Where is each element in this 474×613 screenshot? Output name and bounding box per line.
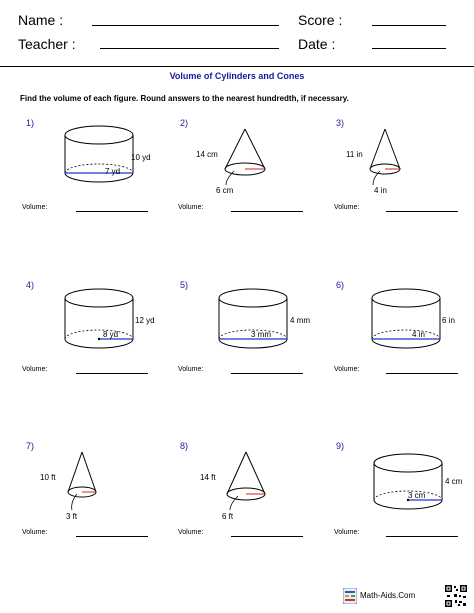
problem-5-answer-field[interactable]	[231, 373, 303, 374]
problem-9-number: 9)	[336, 441, 345, 451]
problem-8-number: 8)	[180, 441, 189, 451]
problem-7-number: 7)	[26, 441, 35, 451]
problem-3-height: 11 in	[346, 150, 363, 159]
problem-3-answer-field[interactable]	[386, 211, 458, 212]
worksheet-title: Volume of Cylinders and Cones	[169, 71, 305, 81]
problem-6-volume-label: Volume:	[334, 366, 360, 373]
problem-1-radius: 7 yd	[105, 167, 121, 176]
qr-code-icon	[444, 584, 468, 608]
problem-1-volume-label: Volume:	[22, 204, 48, 211]
problem-3-number: 3)	[336, 118, 345, 128]
problem-6-height: 6 in	[442, 316, 455, 325]
name-label: Name :	[18, 12, 64, 28]
problem-8-cone	[196, 448, 286, 522]
problem-8-answer-field[interactable]	[231, 536, 303, 537]
problem-6-cylinder	[358, 283, 468, 355]
problem-4-height: 12 yd	[135, 316, 155, 325]
date-label: Date :	[298, 36, 336, 52]
date-field[interactable]	[372, 48, 446, 49]
problem-2-volume-label: Volume:	[178, 204, 204, 211]
problem-9-volume-label: Volume:	[334, 529, 360, 536]
problem-5-height: 4 mm	[290, 316, 310, 325]
problem-6-answer-field[interactable]	[386, 373, 458, 374]
score-field[interactable]	[372, 25, 446, 26]
problem-5-number: 5)	[180, 280, 189, 290]
problem-4-volume-label: Volume:	[22, 366, 48, 373]
problem-3-radius: 4 in	[374, 186, 387, 195]
math-aids-logo-icon	[343, 588, 357, 604]
problem-2-radius: 6 cm	[216, 186, 234, 195]
footer-brand[interactable]: Math-Aids.Com	[360, 591, 416, 600]
problem-7-answer-field[interactable]	[76, 536, 148, 537]
problem-9-height: 4 cm	[445, 477, 463, 486]
problem-7-radius: 3 ft	[66, 512, 78, 521]
problem-5-volume-label: Volume:	[178, 366, 204, 373]
teacher-label: Teacher :	[18, 36, 76, 52]
problem-6-radius: 4 in	[412, 330, 425, 339]
problem-9-cylinder	[362, 448, 472, 520]
problem-5-radius: 3 mm	[251, 330, 271, 339]
teacher-field[interactable]	[100, 48, 279, 49]
problem-1-height: 10 yd	[131, 153, 151, 162]
problem-3-volume-label: Volume:	[334, 204, 360, 211]
problem-1-answer-field[interactable]	[76, 211, 148, 212]
name-field[interactable]	[92, 25, 279, 26]
problem-4-radius: 8 yd	[103, 330, 119, 339]
problem-2-number: 2)	[180, 118, 189, 128]
problem-8-height: 14 ft	[200, 473, 216, 482]
problem-4-number: 4)	[26, 280, 35, 290]
problem-2-height: 14 cm	[196, 150, 218, 159]
problem-2-cone	[190, 125, 280, 197]
problem-7-cone	[36, 448, 116, 522]
problem-8-radius: 6 ft	[222, 512, 234, 521]
problem-8-volume-label: Volume:	[178, 529, 204, 536]
problem-3-cone	[340, 125, 420, 197]
problem-5-cylinder	[205, 283, 325, 355]
problem-2-answer-field[interactable]	[231, 211, 303, 212]
problem-4-answer-field[interactable]	[76, 373, 148, 374]
problem-7-height: 10 ft	[40, 473, 56, 482]
problem-4-cylinder	[55, 283, 165, 355]
problem-9-radius: 3 cm	[408, 491, 426, 500]
score-label: Score :	[298, 12, 343, 28]
problem-6-number: 6)	[336, 280, 345, 290]
problem-1-number: 1)	[26, 118, 35, 128]
problem-9-answer-field[interactable]	[386, 536, 458, 537]
header-divider	[0, 66, 474, 67]
instructions: Find the volume of each figure. Round answers to the nearest hundredth, if necessary.	[20, 94, 349, 103]
problem-1-cylinder	[55, 118, 165, 190]
problem-7-volume-label: Volume:	[22, 529, 48, 536]
